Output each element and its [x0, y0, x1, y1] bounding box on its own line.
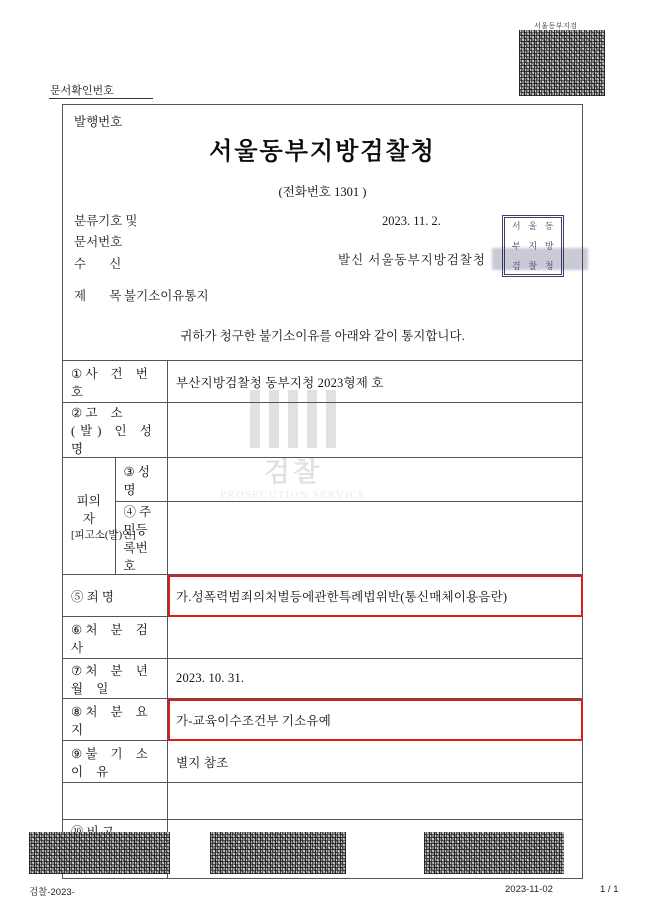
recipient-label: 수 신	[74, 257, 132, 271]
table-row	[63, 361, 583, 403]
bottom-barcode-block-3	[424, 832, 564, 874]
table-row	[63, 659, 583, 699]
row-number: ⑨	[71, 746, 83, 761]
phone-line: (전화번호 1301 )	[278, 185, 367, 199]
issue-date: 2023. 11. 2.	[382, 214, 441, 228]
seal-char: 동	[544, 221, 554, 231]
suspect-label-main: 피의자	[76, 493, 101, 526]
row-value-case-number: 부산지방검찰청 동부지청 2023형제 호	[168, 361, 583, 403]
row-number: ③	[123, 464, 135, 479]
row-label-text: 처 분 검 사	[71, 622, 153, 655]
seal-ink-smear	[492, 248, 588, 270]
row-label-complainant	[63, 403, 168, 458]
page-title: 서울동부지방검찰청	[209, 139, 436, 165]
row-label-text: 고 소(발) 인 성 명	[71, 406, 157, 456]
row-label-text: 처 분 년 월 일	[71, 663, 153, 696]
classification-line-1: 분류기호 및	[74, 214, 138, 228]
bottom-barcode-block-2	[210, 832, 346, 874]
seal-char: 서	[511, 221, 521, 231]
row-label-disposition-summary	[63, 699, 168, 741]
row-value-complainant	[168, 403, 583, 458]
table-row	[63, 403, 583, 458]
subject-label: 제 목	[74, 289, 132, 303]
classification-line-2: 문서번호	[74, 235, 123, 249]
row-number: ①	[71, 366, 83, 381]
top-right-stamp-label: 서울동부지검	[534, 23, 578, 30]
footer-date: 2023-11-02	[505, 884, 553, 895]
seal-char: 검	[511, 261, 521, 271]
row-number: ⑦	[71, 663, 83, 678]
suspect-label-sub: [피고소(발)인]	[71, 529, 136, 541]
row-label-reason	[63, 741, 168, 783]
watermark-english-text: PROSECUTION SERVICE	[219, 489, 367, 501]
row-value-suspect-name	[168, 458, 583, 502]
bottom-barcode-block-1	[29, 832, 170, 874]
row-label-text: 불 기 소 이 유	[71, 746, 153, 779]
issue-number-label: 발행번호	[74, 115, 123, 129]
row-label-text: 죄 명	[86, 589, 114, 604]
notice-text: 귀하가 청구한 불기소이유를 아래와 같이 통지합니다.	[180, 329, 465, 343]
seal-char: 방	[544, 241, 554, 251]
top-right-barcode-block	[519, 30, 605, 96]
row-label-text: 성 명	[123, 464, 155, 497]
row-label-text: 주민등록번호	[123, 505, 152, 573]
table-row	[63, 458, 583, 502]
row-value-prosecutor	[168, 617, 583, 659]
row-number: ⑧	[71, 704, 83, 719]
row-label-suspect-name	[115, 458, 168, 502]
disposition-table	[62, 360, 583, 879]
row-value-resident-number	[168, 502, 583, 575]
seal-char: 부	[511, 241, 521, 251]
table-row	[63, 741, 583, 783]
row-value-disposition-date: 2023. 10. 31.	[168, 659, 583, 699]
row-label-text: 처 분 요 지	[71, 704, 153, 737]
row-label-case-number	[63, 361, 168, 403]
row-number: ②	[71, 406, 83, 420]
document-confirm-number-label: 문서확인번호	[50, 85, 114, 97]
subject-value: 불기소이유통지	[124, 289, 209, 303]
row-label-suspect	[63, 458, 136, 575]
row-label-disposition-date	[63, 659, 168, 699]
row-number: ④	[123, 505, 137, 519]
seal-char: 지	[528, 241, 538, 251]
row-label-text: 사 건 번 호	[71, 366, 153, 399]
table-row	[63, 617, 583, 659]
document-confirm-underline	[49, 98, 153, 99]
seal-char: 청	[544, 261, 554, 271]
seal-char: 찰	[528, 261, 538, 271]
row-label-charge	[63, 575, 168, 617]
row-label-prosecutor	[63, 617, 168, 659]
table-row	[63, 502, 583, 575]
row-value-reason: 별지 참조	[168, 741, 583, 783]
footer-page-number: 1 / 1	[600, 884, 619, 895]
row-number: ⑥	[71, 622, 83, 637]
row-value-disposition-summary: 가-교육이수조건부 기소유예	[168, 699, 583, 741]
sender-line: 발신 서울동부지방검찰청	[338, 253, 486, 267]
seal-char: 울	[528, 221, 538, 231]
watermark-korean-text: 검찰	[263, 457, 323, 487]
table-row	[63, 575, 583, 617]
footer-left-text: 검찰-2023-	[29, 887, 75, 898]
row-value-charge: 가.성폭력범죄의처벌등에관한특례법위반(통신매체이용음란)	[168, 575, 583, 617]
row-number: ⑤	[71, 589, 84, 604]
table-row	[63, 699, 583, 741]
